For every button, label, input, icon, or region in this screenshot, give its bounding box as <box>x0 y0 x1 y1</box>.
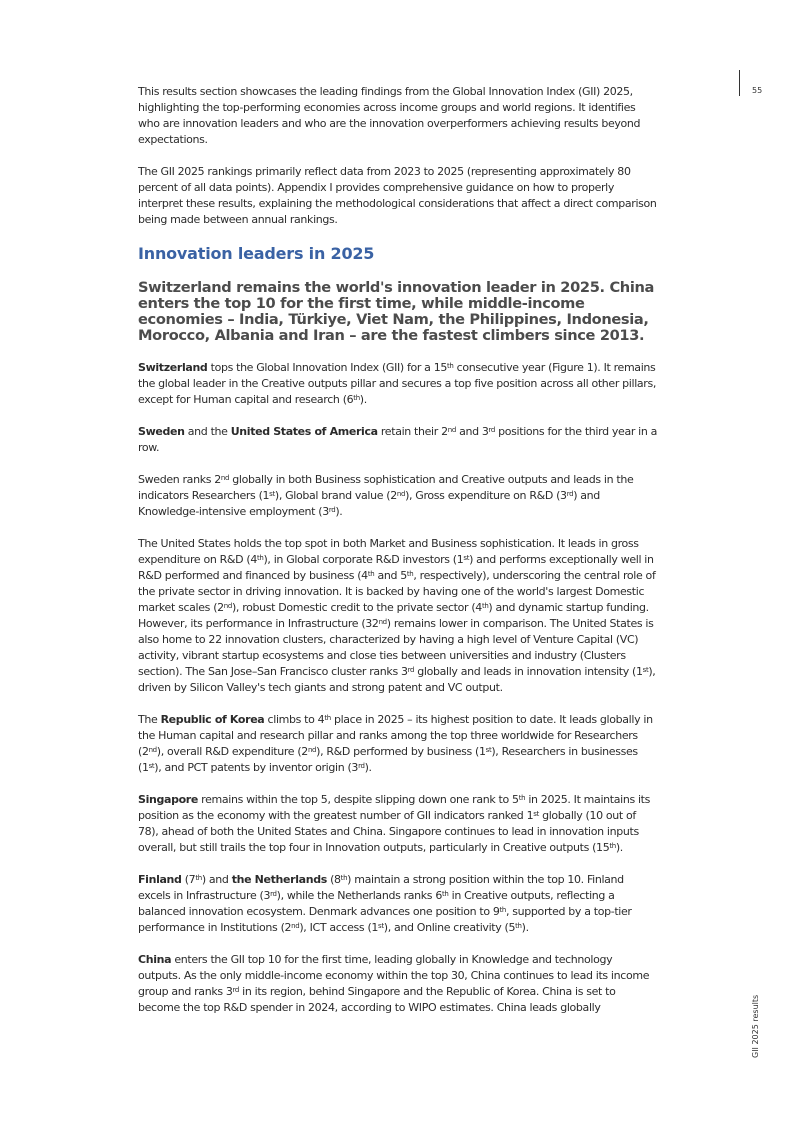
intro-paragraph-2: The GII 2025 rankings primarily reflect data from 2023 to 2025 (representing approximately 80 percent of all data points). Appendix I provides comprehensive guidance on how to properly interpret these results, explaining the methodological considerations that affect a direct comparison being made between annual rankings. <box>138 165 657 226</box>
paragraph-china: China enters the GII top 10 for the first time, leading globally in Knowledge and technology outputs. As the only middle-income economy within the top 30, China continues to lead its income group and ranks 3rd in its region, behind Singapore and the Republic of Korea. China is set to become the top R&D spender in 2024, according to WIPO estimates. China leads globally <box>138 953 650 1014</box>
paragraph-switzerland: Switzerland tops the Global Innovation Index (GII) for a 15th consecutive year (Figure 1). It remains the global leader in the Creative outputs pillar and secures a top five position across all other pillars, except for Human capital and research (6th). <box>138 361 656 406</box>
paragraph-finland-netherlands: Finland (7th) and the Netherlands (8th) maintain a strong position within the top 10. Finland excels in Infrastructure (3rd), while the Netherlands ranks 6th in Creative outputs, reflecting a balanced innovation ecosystem. Denmark advances one position to 9th, supported by a top-tier performance in Institutions (2nd), ICT access (1st), and Online creativity (5th). <box>138 873 632 934</box>
paragraph-singapore: Singapore remains within the top 5, despite slipping down one rank to 5th in 2025. It maintains its position as the economy with the greatest number of GII indicators ranked 1st globally (10 out of 78), ahead of both the United States and China. Singapore continues to lead in innovation inputs overall, but still trails the top four in Innovation outputs, particularly in Creative outputs (15th). <box>138 793 651 854</box>
section-heading: Innovation leaders in 2025 <box>138 244 375 263</box>
intro-paragraph-1: This results section showcases the leading findings from the Global Innovation Index (GII) 2025, highlighting the top-performing economies across income groups and world regions. It identifies who are innovation leaders and who are the innovation overperformers achieving results beyond expectations. <box>138 85 641 146</box>
country-name: United States of America <box>230 425 378 438</box>
paragraph-korea: The Republic of Korea climbs to 4th place in 2025 – its highest position to date. It leads globally in the Human capital and research pillar and ranks among the top three worldwide for Researchers (2nd), overall R&D expenditure (2nd), R&D performed by business (1st), Researchers in businesses (1st), and PCT patents by inventor origin (3rd). <box>138 713 653 774</box>
country-name: Finland <box>138 873 182 886</box>
paragraph-united-states: The United States holds the top spot in both Market and Business sophistication. It leads in gross expenditure on R&D (4th), in Global corporate R&D investors (1st) and performs exceptionally well in R&D performed and financed by business (4th and 5th, respectively), underscoring the central role of the private sector in driving innovation. It is backed by having one of the world's largest Domestic market scales (2nd), robust Domestic credit to the private sector (4th) and dynamic startup funding. However, its performance in Infrastructure (32nd) remains lower in comparison. The United States is also home to 22 innovation clusters, characterized by having a high level of Venture Capital (VC) activity, vibrant startup ecosystems and close ties between universities and industry (Clusters section). The San Jose–San Francisco cluster ranks 3rd globally and leads in innovation intensity (1st), driven by Silicon Valley's tech giants and strong patent and VC output. <box>138 537 656 694</box>
running-footer: GII 2025 results <box>751 994 760 1058</box>
page-number: 55 <box>752 86 763 95</box>
section-subheading: Switzerland remains the world's innovation leader in 2025. China enters the top 10 for the first time, while middle-income economies – India, Türkiye, Viet Nam, the Philippines, Indonesia, Morocco, Albania and Iran – are the fastest climbers since 2013. <box>138 279 655 344</box>
country-name: the Netherlands <box>231 873 327 886</box>
page-rule <box>739 70 740 96</box>
country-name: China <box>138 953 172 966</box>
paragraph-sweden: Sweden ranks 2nd globally in both Business sophistication and Creative outputs and leads in the indicators Researchers (1st), Global brand value (2nd), Gross expenditure on R&D (3rd) and Knowledge-intensive employment (3rd). <box>138 473 634 518</box>
page-content <box>138 84 658 1032</box>
country-name: Singapore <box>138 793 198 806</box>
country-name: Sweden <box>138 425 185 438</box>
country-name: Republic of Korea <box>160 713 265 726</box>
country-name: Switzerland <box>138 361 208 374</box>
paragraph-sweden-us: Sweden and the United States of America retain their 2nd and 3rd positions for the third year in a row. <box>138 425 658 454</box>
